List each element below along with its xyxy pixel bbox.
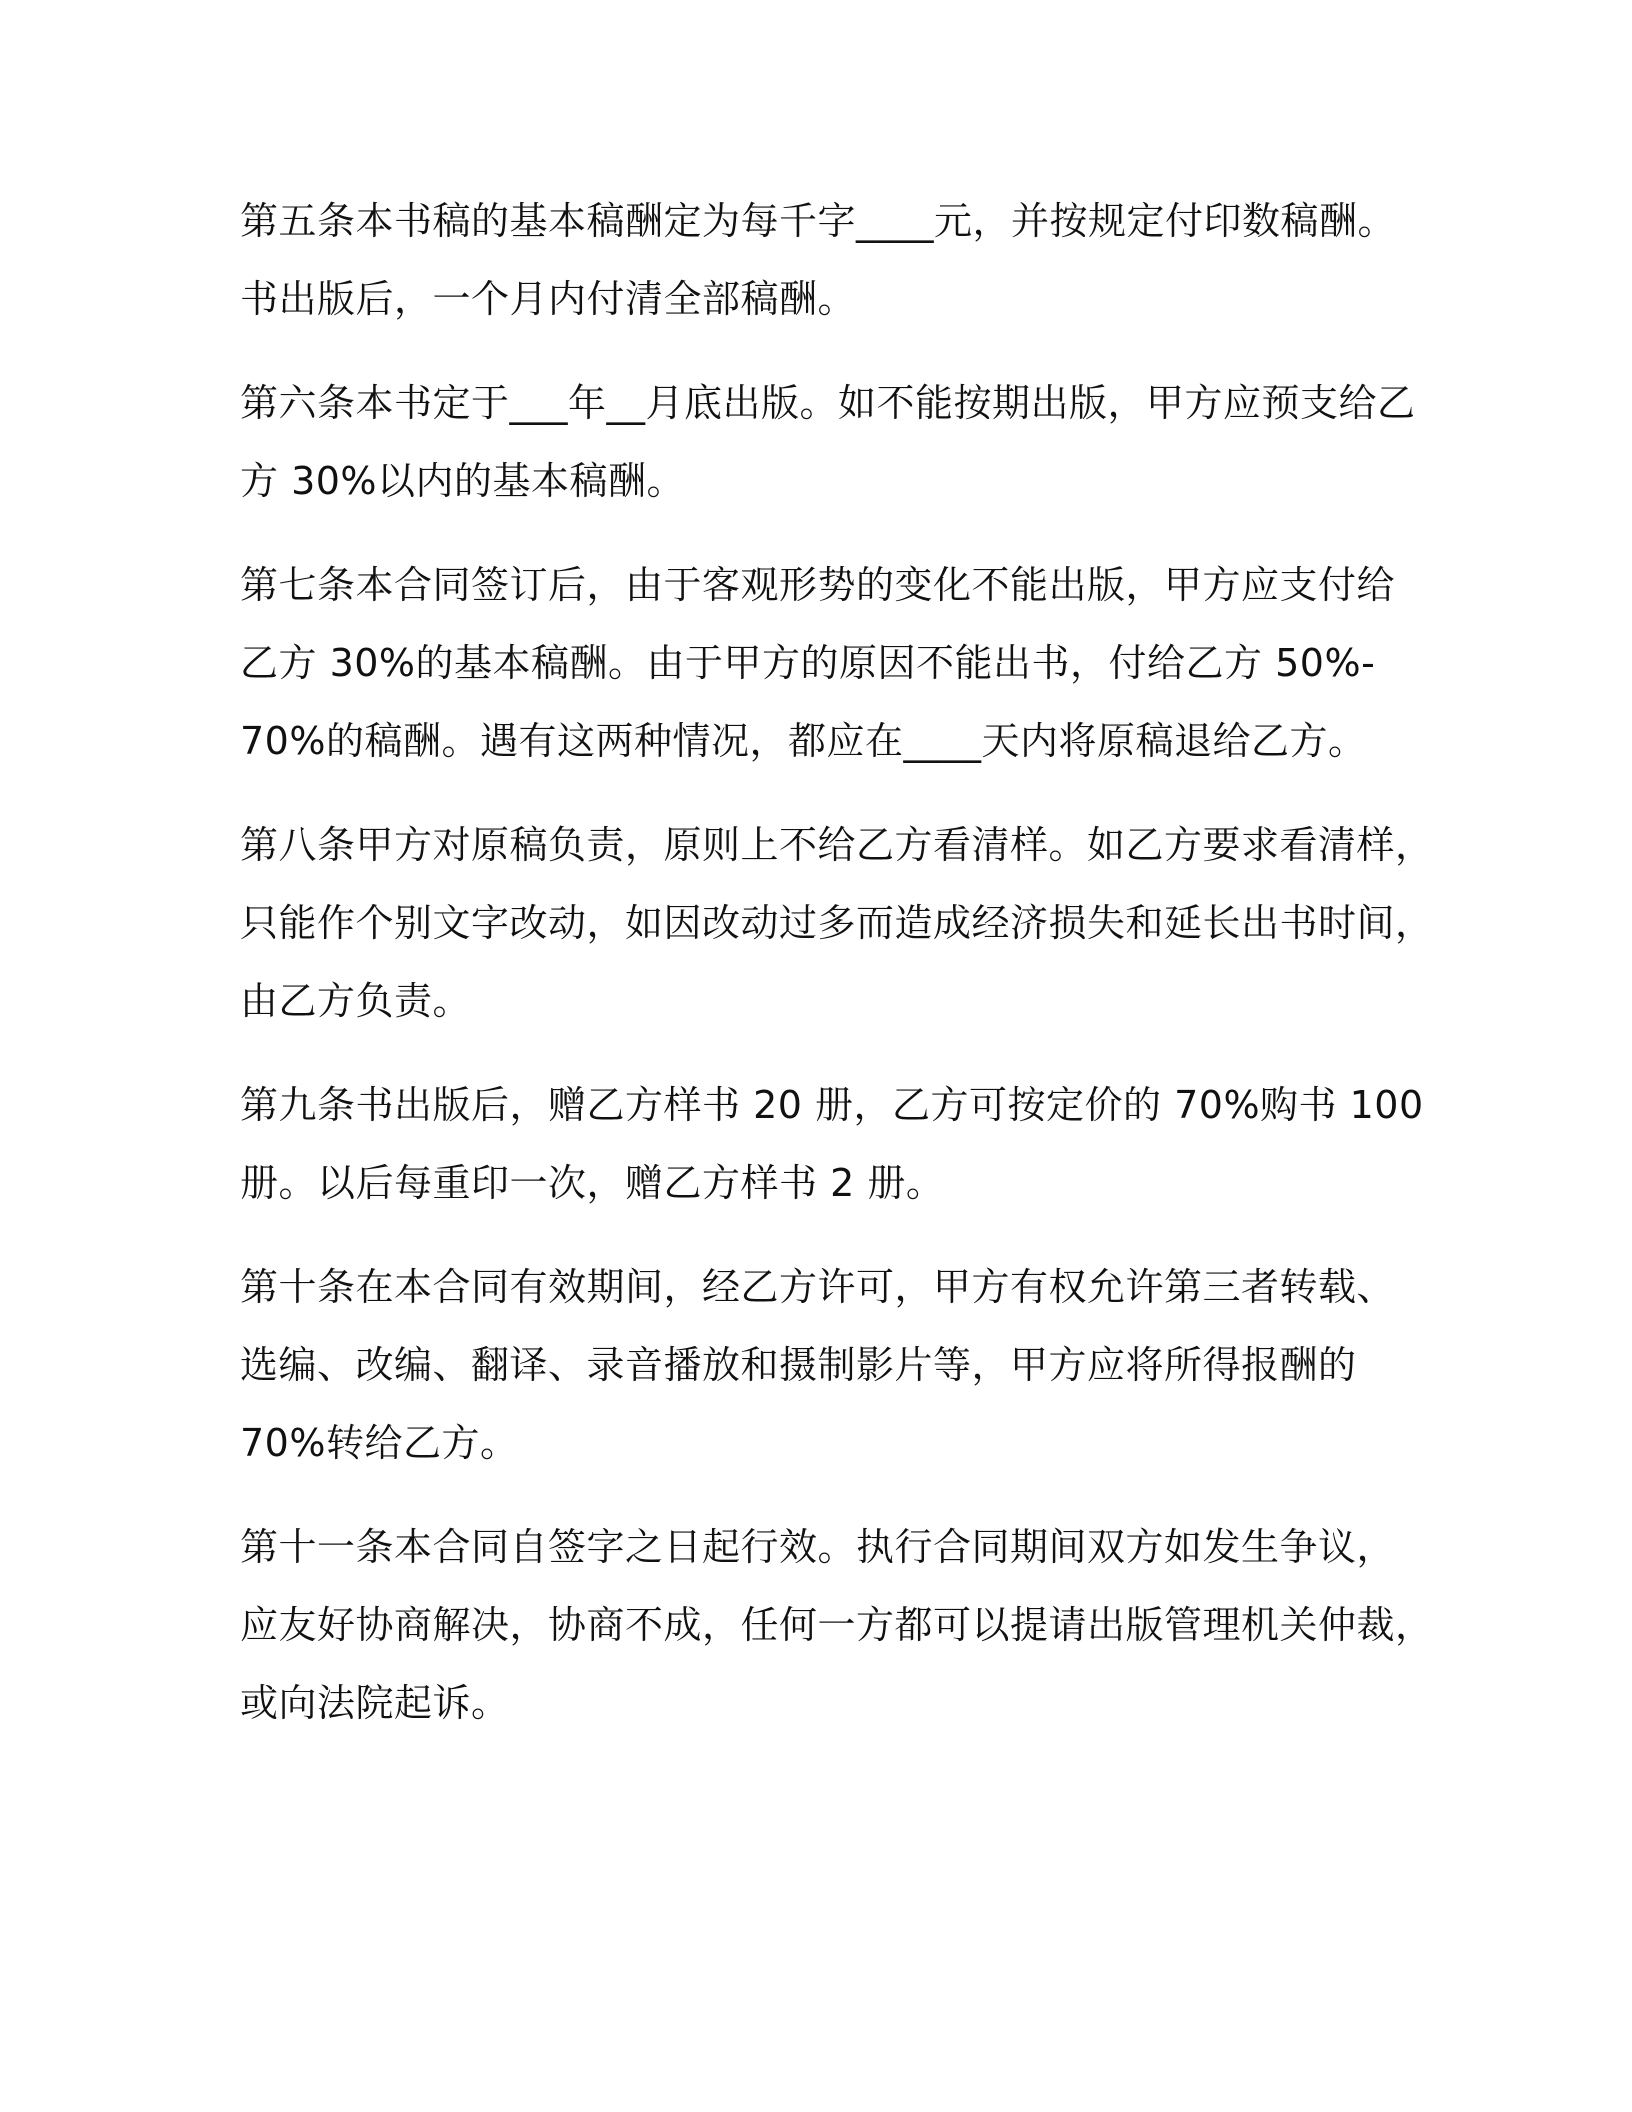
clause-9 — [240, 1066, 1424, 1222]
text-line: 由乙方负责。 — [240, 979, 472, 1023]
text-line: 或向法院起诉。 — [240, 1681, 510, 1725]
text-line: 应友好协商解决，协商不成，任何一方都可以提请出版管理机关仲裁， — [240, 1603, 1434, 1647]
text-line: 第九条书出版后，赠乙方样书 20 册，乙方可按定价的 70%购书 100 — [240, 1083, 1424, 1127]
text-line: 册。以后每重印一次，赠乙方样书 2 册。 — [240, 1161, 945, 1205]
clause-11 — [240, 1508, 1434, 1742]
document-body — [240, 182, 1434, 1768]
text-line: 第十一条本合同自签字之日起行效。执行合同期间双方如发生争议， — [240, 1525, 1396, 1569]
text-line: 第六条本书定于___年__月底出版。如不能按期出版，甲方应预支给乙 — [240, 381, 1416, 425]
text-line: 70%转给乙方。 — [240, 1421, 519, 1465]
clause-6 — [240, 364, 1416, 520]
text-line: 第五条本书稿的基本稿酬定为每千字____元，并按规定付印数稿酬。 — [240, 199, 1397, 243]
clause-7 — [240, 546, 1410, 780]
clause-5 — [240, 182, 1410, 338]
text-line: 方 30%以内的基本稿酬。 — [240, 459, 686, 503]
text-line: 第十条在本合同有效期间，经乙方许可，甲方有权允许第三者转载、 — [240, 1265, 1396, 1309]
text-line: 只能作个别文字改动，如因改动过多而造成经济损失和延长出书时间， — [240, 901, 1434, 945]
clause-8 — [240, 806, 1434, 1040]
text-line: 乙方 30%的基本稿酬。由于甲方的原因不能出书，付给乙方 50%- — [240, 641, 1376, 685]
text-line: 选编、改编、翻译、录音播放和摄制影片等，甲方应将所得报酬的 — [240, 1343, 1357, 1387]
text-line: 第八条甲方对原稿负责，原则上不给乙方看清样。如乙方要求看清样， — [240, 823, 1434, 867]
text-line: 70%的稿酬。遇有这两种情况，都应在____天内将原稿退给乙方。 — [240, 719, 1367, 763]
text-line: 第七条本合同签订后，由于客观形势的变化不能出版，甲方应支付给 — [240, 563, 1396, 607]
text-line: 书出版后，一个月内付清全部稿酬。 — [240, 277, 857, 321]
clause-10 — [240, 1248, 1410, 1482]
